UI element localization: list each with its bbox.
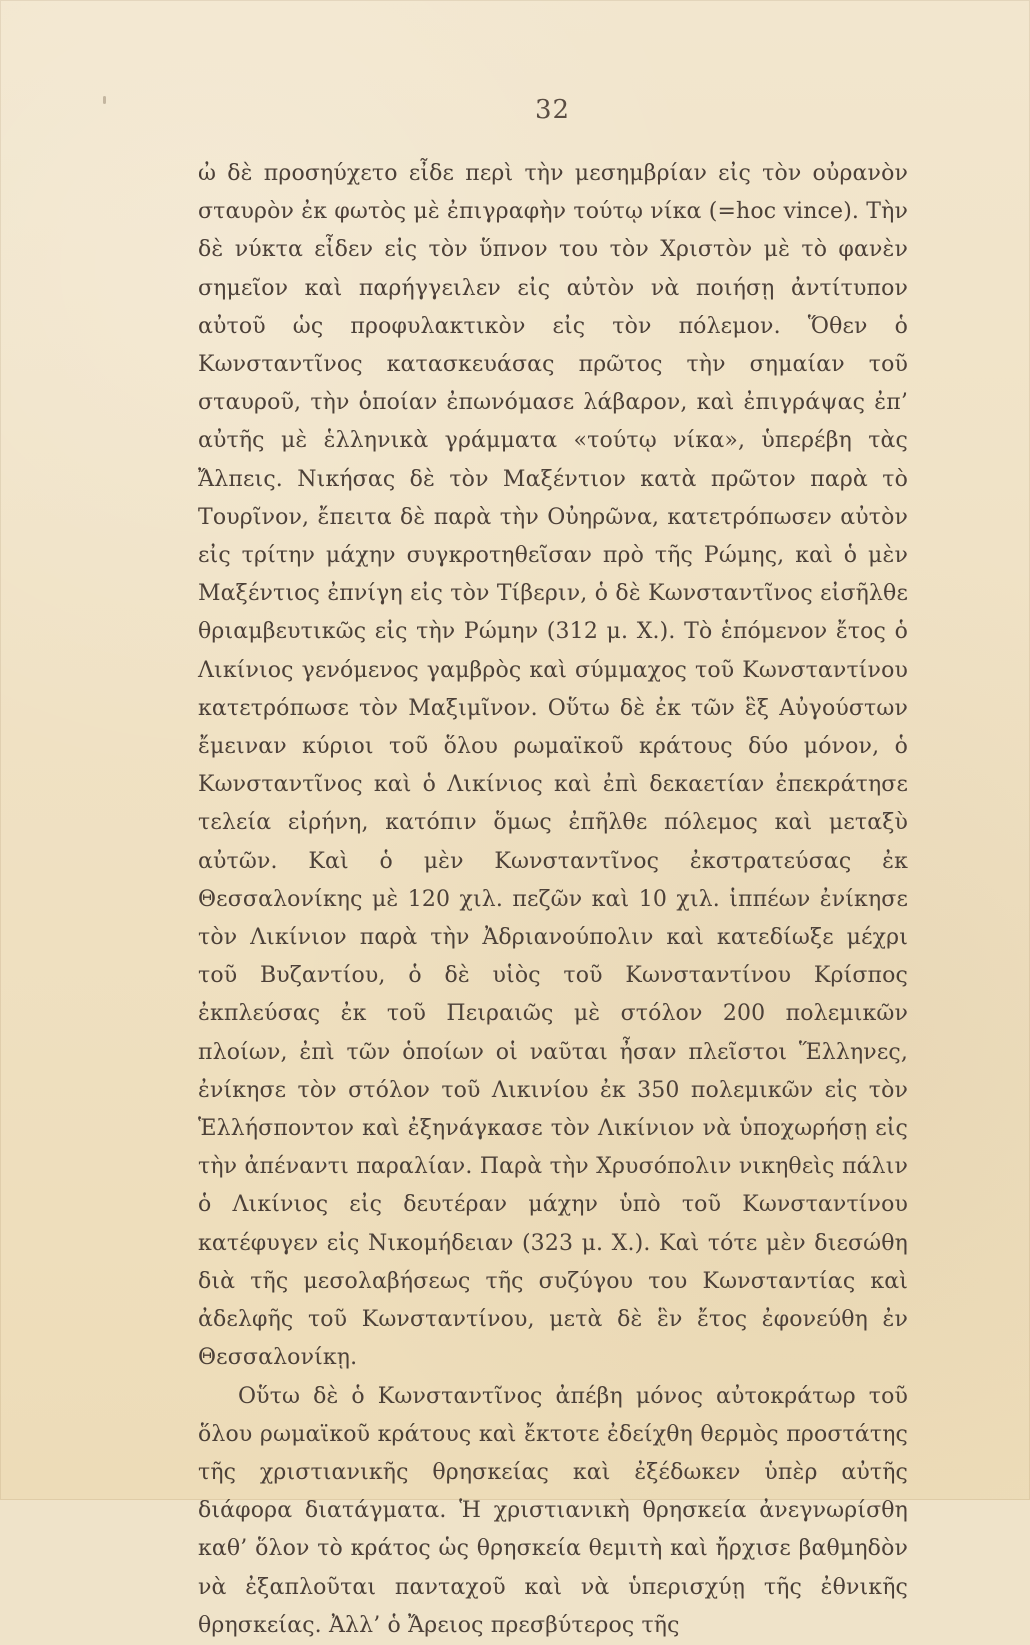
page-number: 32 xyxy=(535,95,571,125)
page-text xyxy=(198,155,908,1645)
ink-mark xyxy=(103,96,106,104)
paragraph-2: Οὕτω δὲ ὁ Κωνσταντῖνος ἀπέβη μόνος αὐτοκράτωρ τοῦ ὅλου ρωμαϊκοῦ κράτους καὶ ἔκτοτε ἐδείχθη θερμὸς προστάτης τῆς χριστιανικῆς θρησκείας καὶ ἐξέδωκεν ὑπὲρ αὐτῆς διάφορα διατάγματα. Ἡ χριστιανικὴ θρησκεία ἀνεγνωρίσθη καθ’ ὅλον τὸ κράτος ὡς θρησκεία θεμιτὴ καὶ ἤρχισε βαθμηδὸν νὰ ἐξαπλοῦται πανταχοῦ καὶ νὰ ὑπερισχύῃ τῆς ἐθνικῆς θρησκείας. Ἀλλ’ ὁ Ἄρειος πρεσβύτερος τῆς xyxy=(198,1383,908,1638)
paragraph-1: ὠ δὲ προσηύχετο εἶδε περὶ τὴν μεσημβρίαν εἰς τὸν οὐρανὸν σταυρὸν ἐκ φωτὸς μὲ ἐπιγραφὴν τούτῳ νίκα (=hoc vince). Τὴν δὲ νύκτα εἶδεν εἰς τὸν ὕπνον του τὸν Χριστὸν μὲ τὸ φανὲν σημεῖον καὶ παρήγγειλεν εἰς αὐτὸν νὰ ποιήσῃ ἀντίτυπον αὐτοῦ ὡς προφυλακτικὸν εἰς τὸν πόλεμον. Ὅθεν ὁ Κωνσταντῖνος κατασκευάσας πρῶτος τὴν σημαίαν τοῦ σταυροῦ, τὴν ὁποίαν ἐπωνόμασε λάβαρον, καὶ ἐπιγράψας ἐπ’ αὐτῆς μὲ ἑλληνικὰ γράμματα «τούτῳ νίκα», ὑπερέβη τὰς Ἄλπεις. Νικήσας δὲ τὸν Μαξέντιον κατὰ πρῶτον παρὰ τὸ Τουρῖνον, ἔπειτα δὲ παρὰ τὴν Οὐηρῶνα, κατετρόπωσεν αὐτὸν εἰς τρίτην μάχην συγκροτηθεῖσαν πρὸ τῆς Ρώμης, καὶ ὁ μὲν Μαξέντιος ἐπνίγη εἰς τὸν Τίβεριν, ὁ δὲ Κωνσταντῖνος εἰσῆλθε θριαμβευτικῶς εἰς τὴν Ρώμην (312 μ. Χ.). Τὸ ἑπόμενον ἔτος ὁ Λικίνιος γενόμενος γαμβρὸς καὶ σύμμαχος τοῦ Κωνσταντίνου κατετρόπωσε τὸν Μαξιμῖνον. Οὕτω δὲ ἐκ τῶν ἓξ Αὐγούστων ἔμειναν κύριοι τοῦ ὅλου ρωμαϊκοῦ κράτους δύο μόνον, ὁ Κωνσταντῖνος καὶ ὁ Λικίνιος καὶ ἐπὶ δεκαετίαν ἐπεκράτησε τελεία εἰρήνη, κατόπιν ὅμως ἐπῆλθε πόλεμος καὶ μεταξὺ αὐτῶν. Καὶ ὁ μὲν Κωνσταντῖνος ἐκστρατεύσας ἐκ Θεσσαλονίκης μὲ 120 χιλ. πεζῶν καὶ 10 χιλ. ἱππέων ἐνίκησε τὸν Λικίνιον παρὰ τὴν Ἀδριανούπολιν καὶ κατεδίωξε μέχρι τοῦ Βυζαντίου, ὁ δὲ υἱὸς τοῦ Κωνσταντίνου Κρίσπος ἐκπλεύσας ἐκ τοῦ Πειραιῶς μὲ στόλον 200 πολεμικῶν πλοίων, ἐπὶ τῶν ὁποίων οἱ ναῦται ἦσαν πλεῖστοι Ἕλληνες, ἐνίκησε τὸν στόλον τοῦ Λικινίου ἐκ 350 πολεμικῶν εἰς τὸν Ἑλλήσποντον καὶ ἐξηνάγκασε τὸν Λικίνιον νὰ ὑποχωρήσῃ εἰς τὴν ἀπέναντι παραλίαν. Παρὰ τὴν Χρυσόπολιν νικηθεὶς πάλιν ὁ Λικίνιος εἰς δευτέραν μάχην ὑπὸ τοῦ Κωνσταντίνου κατέφυγεν εἰς Νικομήδειαν (323 μ. Χ.). Καὶ τότε μὲν διεσώθη διὰ τῆς μεσολαβήσεως τῆς συζύγου του Κωνσταντίας καὶ ἀδελφῆς τοῦ Κωνσταντίνου, μετὰ δὲ ἓν ἔτος ἐφονεύθη ἐν Θεσσαλονίκῃ. xyxy=(198,161,908,1371)
